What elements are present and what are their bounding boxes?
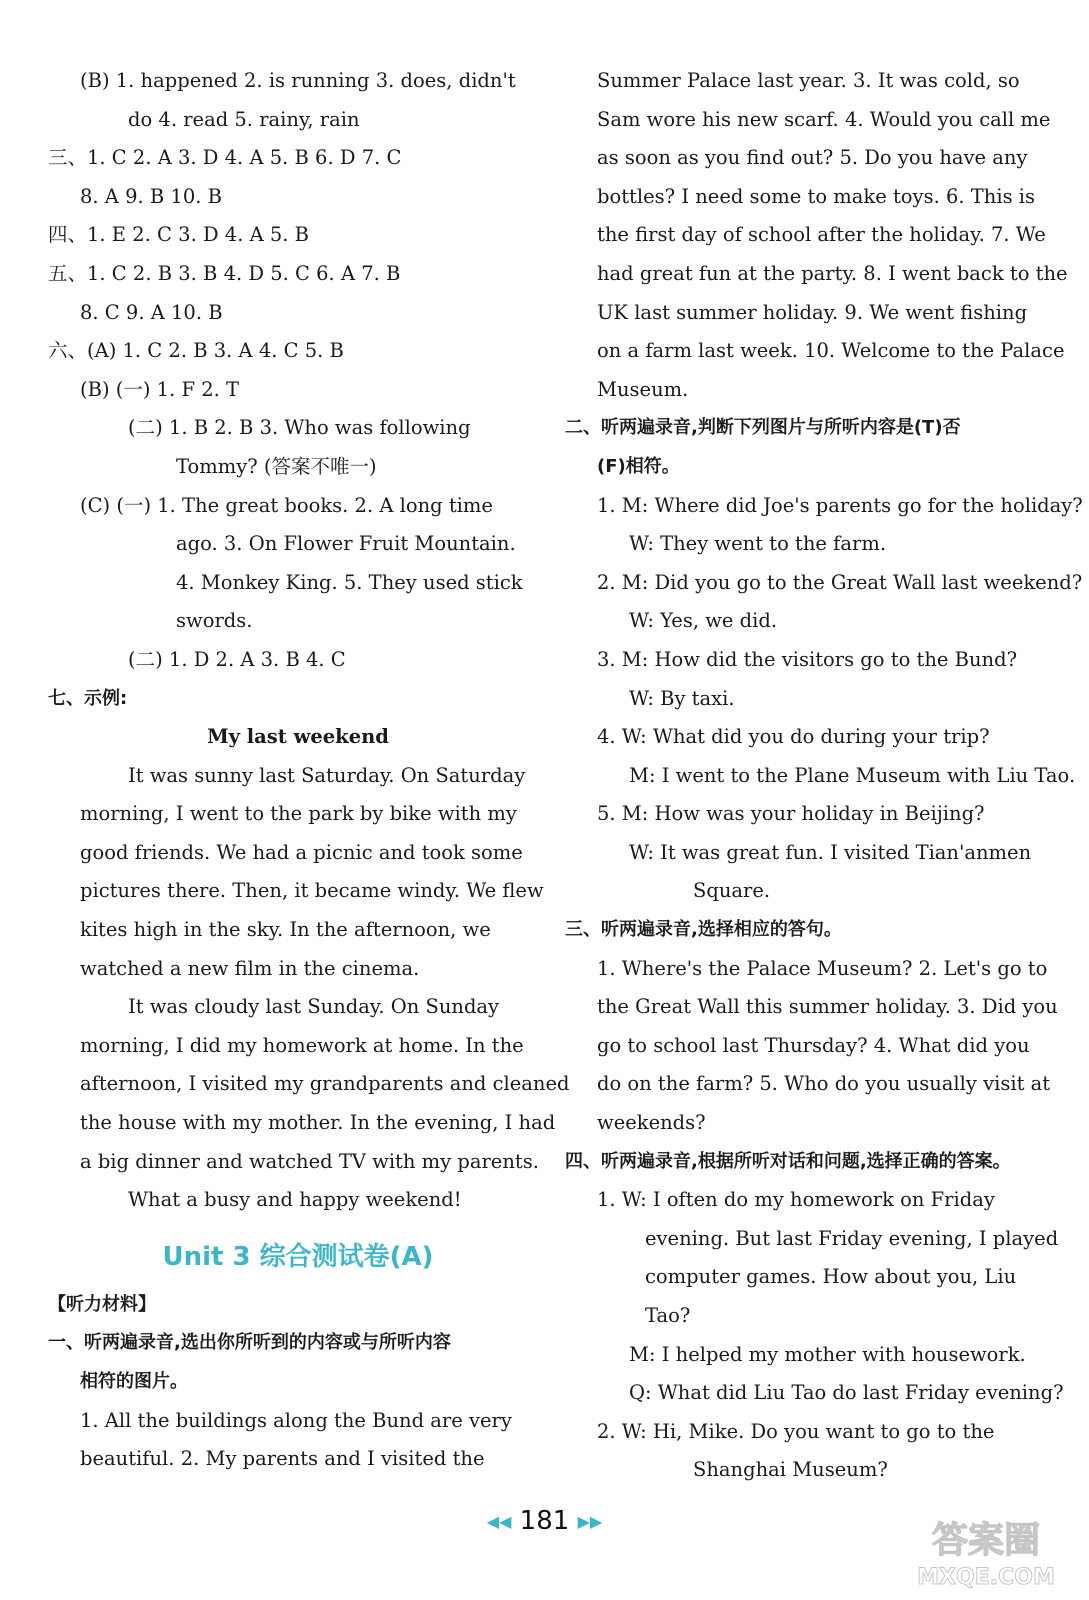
- text-line: 4. Monkey King. 5. They used stick: [176, 570, 523, 594]
- dialogue-line: 1. W: I often do my homework on Friday: [597, 1188, 995, 1212]
- essay-title: My last weekend: [207, 725, 389, 749]
- text-line: as soon as you find out? 5. Do you have any: [597, 146, 1028, 170]
- essay-line: It was sunny last Saturday. On Saturday: [128, 763, 526, 787]
- dialogue-line: 3. M: How did the visitors go to the Bund?: [597, 647, 1018, 671]
- text-line: swords.: [176, 609, 253, 633]
- text-line: (C) (一) 1. The great books. 2. A long time: [80, 493, 493, 517]
- essay-line: afternoon, I visited my grandparents and cleaned: [80, 1072, 570, 1096]
- essay-line: the house with my mother. In the evening, I had: [80, 1111, 556, 1135]
- dialogue-line: computer games. How about you, Liu: [645, 1265, 1017, 1289]
- text-line: go to school last Thursday? 4. What did you: [597, 1033, 1030, 1057]
- text-line: had great fun at the party. 8. I went back to the: [597, 261, 1068, 285]
- text-line: (二) 1. B 2. B 3. Who was following: [128, 416, 471, 440]
- page-number: 181: [519, 1506, 570, 1536]
- dialogue-line: 2. W: Hi, Mike. Do you want to go to the: [597, 1419, 995, 1443]
- text-line: ago. 3. On Flower Fruit Mountain.: [176, 532, 516, 556]
- text-line: weekends?: [597, 1111, 706, 1135]
- section-heading: 七、示例:: [48, 687, 128, 709]
- text-line: (B) (一) 1. F 2. T: [80, 377, 239, 401]
- section-heading: 三、听两遍录音,选择相应的答句。: [565, 919, 842, 941]
- double-left-arrow-icon: ◀◀: [486, 1512, 512, 1531]
- dialogue-line: W: It was great fun. I visited Tian'anmen: [629, 840, 1032, 864]
- text-line: 1. Where's the Palace Museum? 2. Let's go to: [597, 956, 1048, 980]
- dialogue-line: 2. M: Did you go to the Great Wall last weekend?: [597, 570, 1083, 594]
- right-column: [565, 62, 1083, 1490]
- watermark-logo: [911, 1508, 1061, 1592]
- dialogue-line: 4. W: What did you do during your trip?: [597, 725, 990, 749]
- dialogue-line: W: Yes, we did.: [629, 609, 778, 633]
- text-line: 1. All the buildings along the Bund are very: [80, 1408, 512, 1432]
- text-line: 四、1. E 2. C 3. D 4. A 5. B: [48, 223, 310, 247]
- left-column: [48, 62, 570, 1479]
- text-line: beautiful. 2. My parents and I visited the: [80, 1447, 485, 1471]
- text-line: do on the farm? 5. Who do you usually visit at: [597, 1072, 1051, 1096]
- watermark-line1: 答案圈: [931, 1520, 1041, 1561]
- dialogue-line: Shanghai Museum?: [693, 1458, 888, 1482]
- text-line: 8. C 9. A 10. B: [80, 300, 223, 324]
- dialogue-line: M: I went to the Plane Museum with Liu Tao.: [629, 763, 1076, 787]
- text-line: 五、1. C 2. B 3. B 4. D 5. C 6. A 7. B: [48, 261, 401, 285]
- essay-line: What a busy and happy weekend!: [128, 1188, 462, 1212]
- dialogue-line: M: I helped my mother with housework.: [629, 1342, 1026, 1366]
- essay-line: morning, I went to the park by bike with my: [80, 802, 517, 826]
- dialogue-line: 5. M: How was your holiday in Beijing?: [597, 802, 985, 826]
- section-heading: 一、听两遍录音,选出你所听到的内容或与所听内容: [48, 1332, 451, 1354]
- essay-line: morning, I did my homework at home. In the: [80, 1033, 524, 1057]
- text-line: UK last summer holiday. 9. We went fishing: [597, 300, 1028, 324]
- section-heading: (F)相符。: [597, 455, 680, 477]
- dialogue-line: Square.: [693, 879, 771, 903]
- section-heading: 【听力材料】: [48, 1293, 156, 1315]
- dialogue-line: W: They went to the farm.: [629, 532, 887, 556]
- essay-line: It was cloudy last Sunday. On Sunday: [128, 995, 500, 1019]
- dialogue-line: Tao?: [645, 1304, 691, 1327]
- essay-line: watched a new film in the cinema.: [80, 956, 420, 980]
- text-line: Museum.: [597, 377, 689, 401]
- essay-line: pictures there. Then, it became windy. We flew: [80, 879, 544, 903]
- section-heading: 二、听两遍录音,判断下列图片与所听内容是(T)否: [565, 417, 961, 439]
- section-heading: 相符的图片。: [80, 1371, 188, 1392]
- text-line: 六、(A) 1. C 2. B 3. A 4. C 5. B: [48, 339, 344, 363]
- text-line: bottles? I need some to make toys. 6. This is: [597, 184, 1036, 208]
- dialogue-line: W: By taxi.: [629, 686, 735, 710]
- dialogue-line: evening. But last Friday evening, I played: [645, 1226, 1059, 1250]
- text-line: the first day of school after the holiday. 7. We: [597, 223, 1046, 247]
- text-line: the Great Wall this summer holiday. 3. Did you: [597, 995, 1058, 1019]
- essay-line: a big dinner and watched TV with my parents.: [80, 1149, 539, 1173]
- text-line: Sam wore his new scarf. 4. Would you call me: [597, 107, 1051, 131]
- text-line: (二) 1. D 2. A 3. B 4. C: [128, 647, 346, 671]
- essay-line: kites high in the sky. In the afternoon, we: [80, 918, 491, 942]
- double-right-arrow-icon: ▶▶: [577, 1512, 603, 1531]
- text-line: Tommy? (答案不唯一): [176, 454, 377, 478]
- text-line: Summer Palace last year. 3. It was cold, so: [597, 69, 1020, 92]
- text-line: do 4. read 5. rainy, rain: [128, 107, 360, 131]
- text-line: on a farm last week. 10. Welcome to the Palace: [597, 339, 1065, 363]
- text-line: 三、1. C 2. A 3. D 4. A 5. B 6. D 7. C: [48, 146, 402, 170]
- text-line: (B) 1. happened 2. is running 3. does, didn't: [80, 69, 516, 92]
- dialogue-line: 1. M: Where did Joe's parents go for the holiday?: [597, 493, 1083, 517]
- text-line: 8. A 9. B 10. B: [80, 184, 222, 208]
- watermark-line2: MXQE.COM: [917, 1565, 1055, 1590]
- unit-title: Unit 3 综合测试卷(A): [162, 1241, 434, 1272]
- section-heading: 四、听两遍录音,根据所听对话和问题,选择正确的答案。: [565, 1150, 1011, 1172]
- dialogue-line: Q: What did Liu Tao do last Friday evening?: [629, 1381, 1064, 1405]
- essay-line: good friends. We had a picnic and took some: [80, 840, 523, 864]
